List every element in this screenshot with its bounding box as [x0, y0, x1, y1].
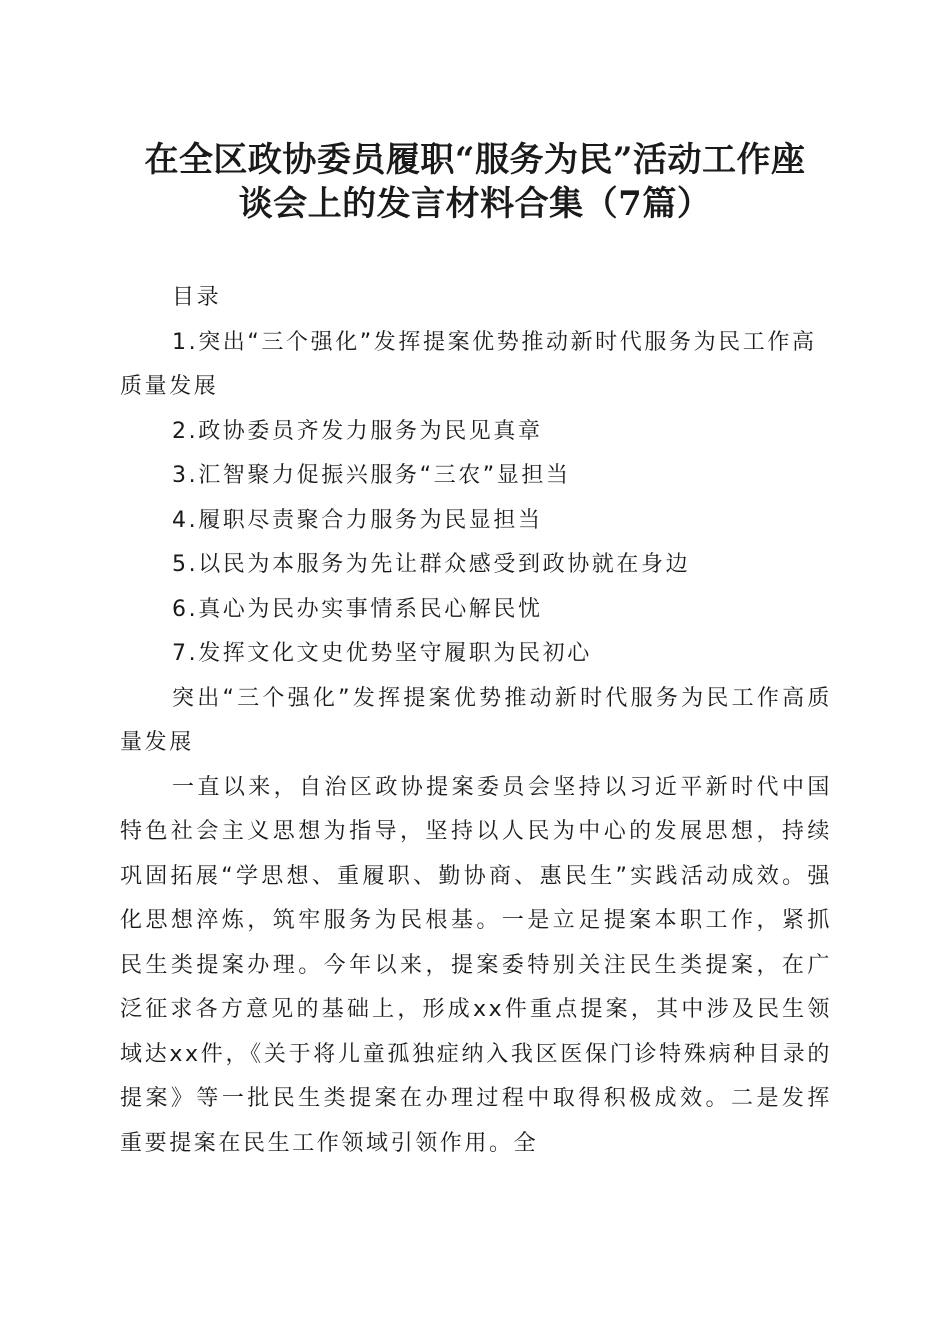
document-title [100, 138, 850, 226]
toc-item-4: 4.履职尽责聚合力服务为民显担当 [172, 507, 543, 533]
toc-item-7: 7.发挥文化文史优势坚守履职为民初心 [172, 641, 592, 666]
toc-item-3: 3.汇智聚力促振兴服务“三农”显担当 [172, 463, 571, 488]
toc-heading: 目录 [172, 285, 222, 310]
toc-item-6: 6.真心为民办实事情系民心解民忧 [172, 596, 543, 622]
body-paragraph: 一直以来，自治区政协提案委员会坚持以习近平新时代中国特色社会主义思想为指导，坚持以人民为中心的发展思想，持续巩固拓展“学思想、重履职、勤协商、惠民生”实践活动成效。强化思想淬炼，筑牢服务为民根基。一是立足提案本职工作，紧抓民生类提案办理。今年以来，提案委特别关注民生类提案，在广泛征求各方意见的基础上，形成xx件重点提案，其中涉及民生领域达xx件，《关于将儿童孤独症纳入我区医保门诊特殊病种目录的提案》等一批民生类提案在办理过程中取得积极成效。二是发挥重要提案在民生工作领域引领作用。全 [120, 774, 832, 1156]
toc-item-5: 5.以民为本服务为先让群众感受到政协就在身边 [172, 552, 691, 577]
title-line-1: 在全区政协委员履职“服务为民”活动工作座 [144, 140, 806, 180]
toc-item-2: 2.政协委员齐发力服务为民见真章 [172, 418, 543, 444]
document-body [120, 276, 832, 1166]
toc-item-1: 1.突出“三个强化”发挥提案优势推动新时代服务为民工作高质量发展 [120, 329, 817, 399]
section-title: 突出“三个强化”发挥提案优势推动新时代服务为民工作高质量发展 [120, 685, 832, 755]
title-line-2: 谈会上的发言材料合集（7篇） [238, 184, 712, 224]
